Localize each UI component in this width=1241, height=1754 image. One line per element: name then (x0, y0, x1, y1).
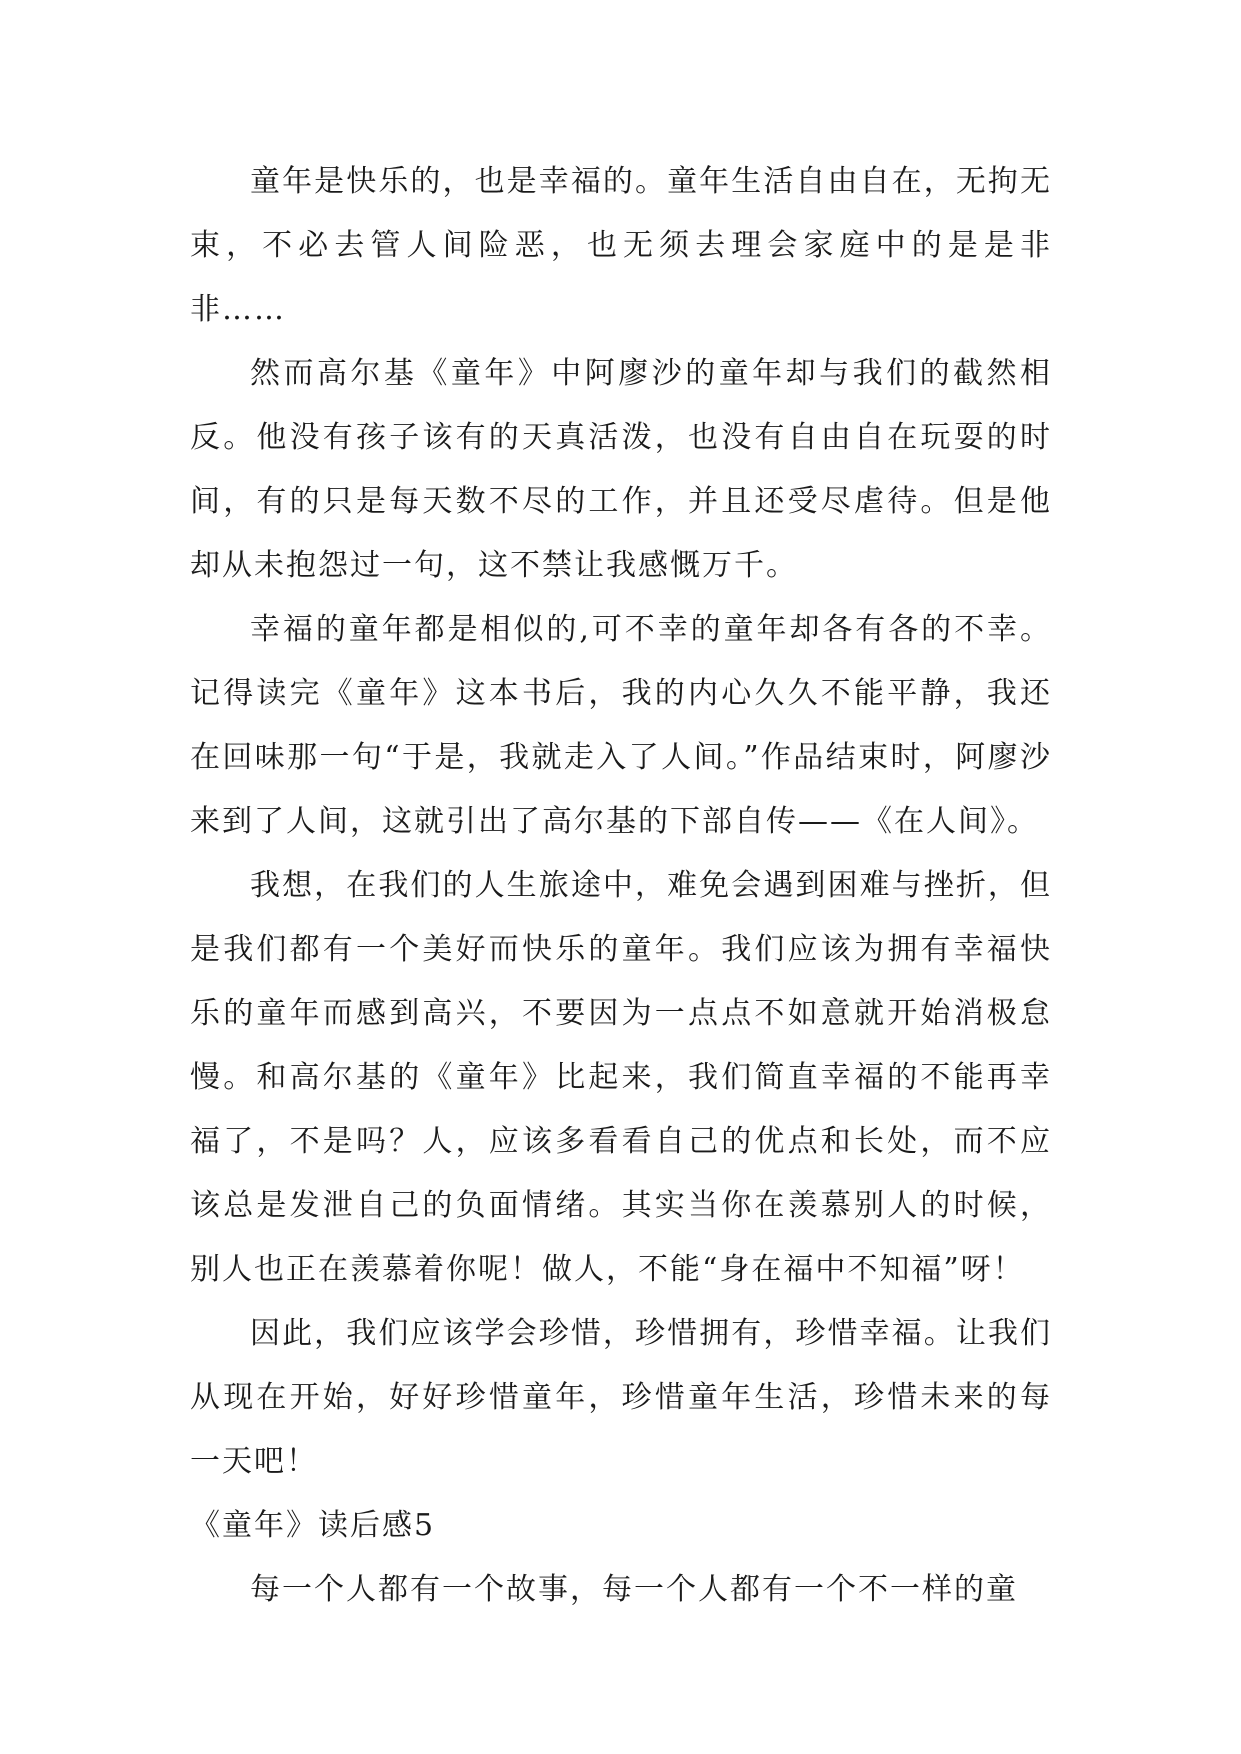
paragraph: 每一个人都有一个故事，每一个人都有一个不一样的童 (250, 1572, 1018, 1607)
paragraph: 然而高尔基《童年》中阿廖沙的童年却与我们的截然相反。他没有孩子该有的天真活泼，也没有自由自在玩耍的时间，有的只是每天数不尽的工作，并且还受尽虐待。但是他却从未抱怨过一句，这不禁让我感慨万千。 (190, 356, 1052, 583)
section-title: 《童年》读后感5 (190, 1508, 436, 1543)
document-body (190, 150, 1052, 1622)
paragraph: 因此，我们应该学会珍惜，珍惜拥有，珍惜幸福。让我们从现在开始，好好珍惜童年，珍惜童年生活，珍惜未来的每一天吧！ (190, 1316, 1052, 1479)
paragraph: 童年是快乐的，也是幸福的。童年生活自由自在，无拘无束，不必去管人间险恶，也无须去理会家庭中的是是非非…… (190, 164, 1052, 327)
paragraph: 幸福的童年都是相似的,可不幸的童年却各有各的不幸。记得读完《童年》这本书后，我的内心久久不能平静，我还在回味那一句“于是，我就走入了人间。”作品结束时，阿廖沙来到了人间，这就引出了高尔基的下部自传——《在人间》。 (190, 612, 1052, 839)
paragraph: 我想，在我们的人生旅途中，难免会遇到困难与挫折，但是我们都有一个美好而快乐的童年。我们应该为拥有幸福快乐的童年而感到高兴，不要因为一点点不如意就开始消极怠慢。和高尔基的《童年》比起来，我们简直幸福的不能再幸福了，不是吗？人，应该多看看自己的优点和长处，而不应该总是发泄自己的负面情绪。其实当你在羡慕别人的时候，别人也正在羡慕着你呢！做人，不能“身在福中不知福”呀！ (190, 868, 1052, 1287)
